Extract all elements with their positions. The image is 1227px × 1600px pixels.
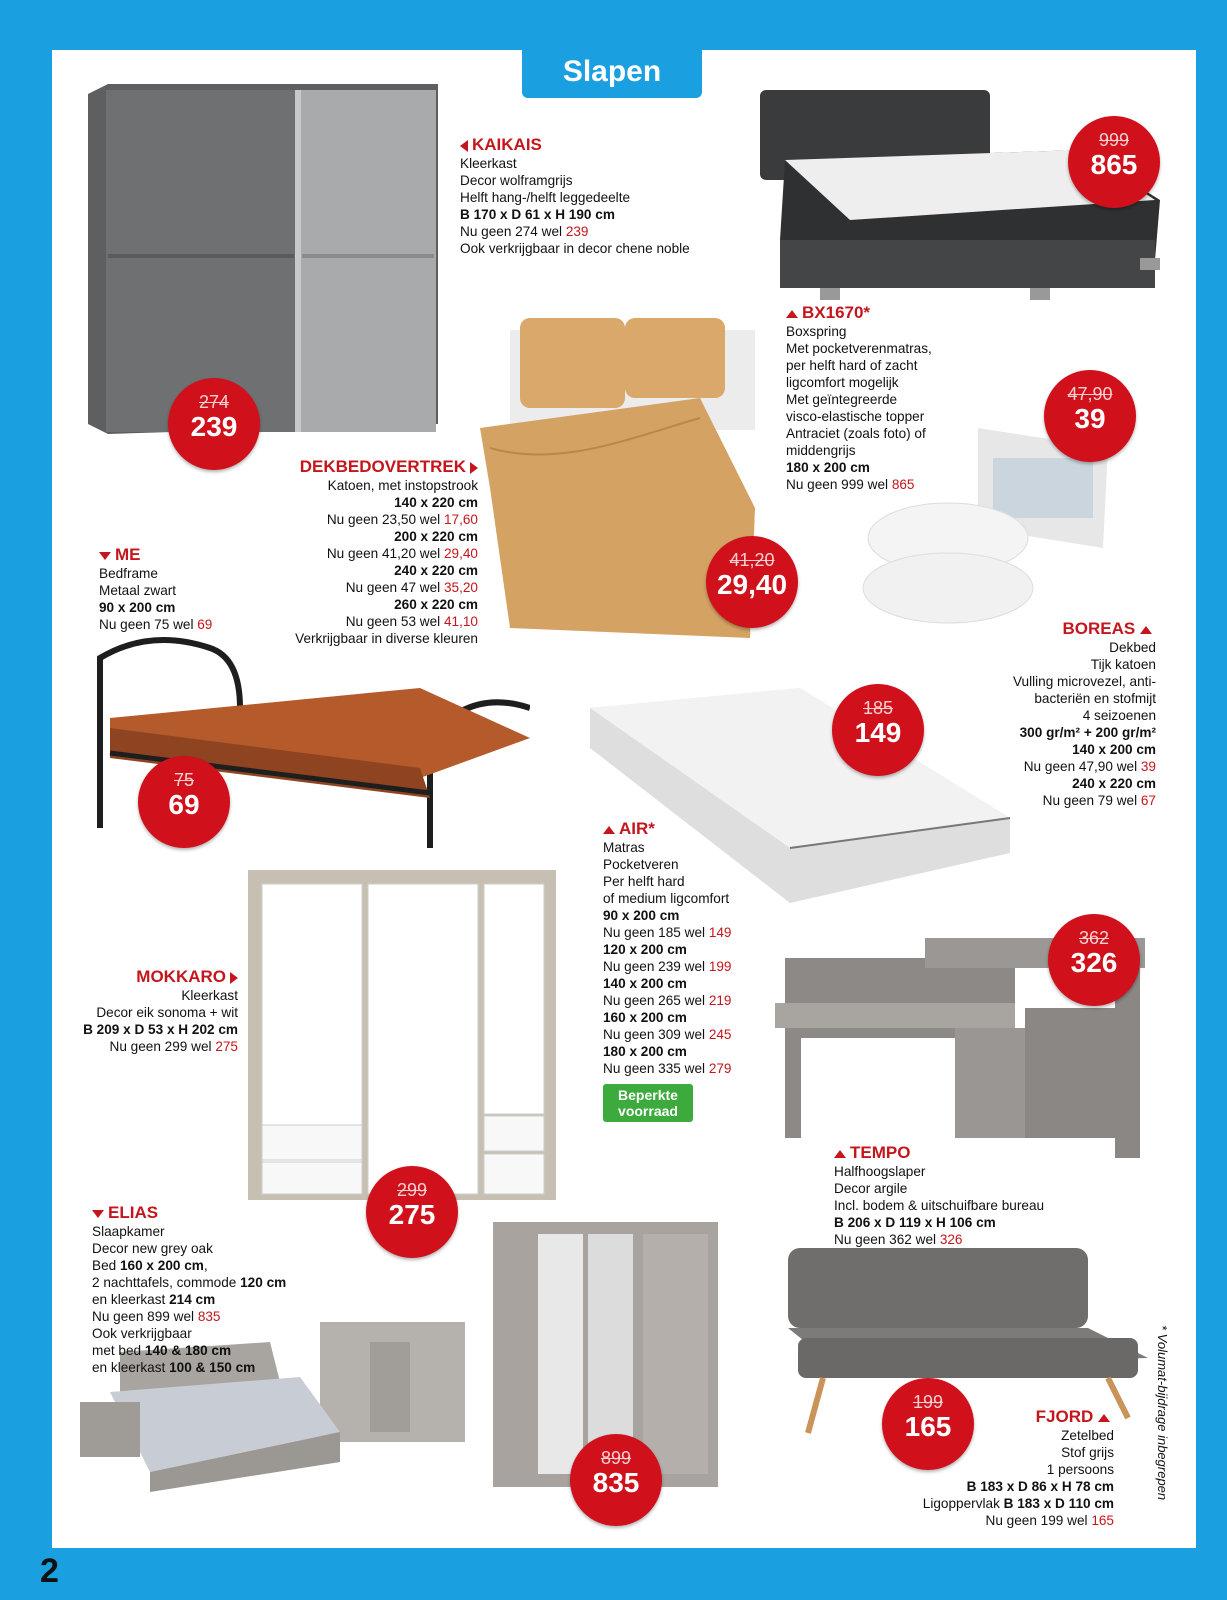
product-name: MOKKARO [60,966,238,987]
price-badge-kaikais: 274 239 [168,378,260,470]
size: 240 x 220 cm [394,563,478,578]
desc-line: Antraciet (zoals foto) of [786,426,926,441]
desc-line: 2 nachttafels, commode 120 cm [92,1275,287,1290]
desc-line: 4 seizoenen [1082,708,1156,723]
desc-line: Bed 160 x 200 cm, [92,1258,208,1273]
size: 240 x 220 cm [1072,776,1156,791]
price-line: Nu geen 999 wel 865 [786,477,915,492]
price-badge-mokkaro: 299 275 [366,1166,458,1258]
desc-line: Pocketveren [603,857,679,872]
product-name: BX1670* [786,302,1006,323]
desc-line: Ook verkrijgbaar [92,1326,192,1341]
desc-line: Met pocketverenmatras, [786,341,932,356]
arrow-up-icon [1098,1414,1110,1422]
price-line: Nu geen 41,20 wel 29,40 [326,546,478,561]
product-name: BOREAS [958,618,1156,639]
dimensions: 180 x 200 cm [786,460,870,475]
arrow-down-icon [92,1210,104,1218]
dimensions: 90 x 200 cm [99,600,176,615]
desc-line: Bedframe [99,566,158,581]
desc-line: Kleerkast [181,988,238,1003]
arrow-up-icon [603,826,615,834]
price-badge-me: 75 69 [138,756,230,848]
price-badge-tempo: 362 326 [1048,914,1140,1006]
dimensions: B 209 x D 53 x H 202 cm [83,1022,238,1037]
desc-line: Decor argile [834,1181,908,1196]
product-boreas [958,618,1156,809]
desc-line: Vulling microvezel, anti- [1012,674,1156,689]
page-title: Slapen [522,46,702,98]
product-name: AIR* [603,818,773,839]
product-air [603,818,773,1077]
wardrobe-kaikais-image [88,84,443,442]
price-line: Nu geen 274 wel 239 [460,224,589,239]
desc-line: Stof grijs [1061,1445,1114,1460]
size: 120 x 200 cm [603,942,687,957]
price-line: Nu geen 899 wel 835 [92,1309,221,1324]
size: 140 x 220 cm [394,495,478,510]
page-number: 2 [40,1552,59,1590]
desc-line: en kleerkast 100 & 150 cm [92,1360,256,1375]
arrow-right-icon [230,972,238,984]
price-badge-boreas: 47,90 39 [1044,370,1136,462]
product-kaikais [460,134,760,257]
product-name: FJORD [900,1406,1114,1427]
price-line: Nu geen 309 wel 245 [603,1027,732,1042]
price-badge-bx1670: 999 865 [1068,116,1160,208]
dimensions: B 183 x D 86 x H 78 cm [966,1479,1114,1494]
arrow-left-icon [460,140,468,152]
desc-line: Helft hang-/helft leggedeelte [460,190,631,205]
dimensions: B 170 x D 61 x H 190 cm [460,207,615,222]
product-name: DEKBEDOVERTREK [260,456,478,477]
desc-line: Zetelbed [1061,1428,1114,1443]
price-badge-air: 185 149 [832,684,924,776]
arrow-up-icon [834,1150,846,1158]
product-mokkaro [60,966,238,1055]
product-bx1670 [786,302,1006,493]
product-name: ELIAS [92,1202,322,1223]
desc-line: middengrijs [786,443,856,458]
product-name: ME [99,544,269,565]
price-line: Nu geen 75 wel 69 [99,617,213,632]
price-line: Nu geen 299 wel 275 [109,1039,238,1054]
desc-line: Ook verkrijgbaar in decor chene noble [460,241,690,256]
product-dekbedovertrek [260,456,478,647]
price-badge-elias: 899 835 [570,1434,662,1526]
desc-line: bacteriën en stofmijt [1034,691,1156,706]
product-name: TEMPO [834,1142,1104,1163]
desc-line: Dekbed [1109,640,1156,655]
price-line: Nu geen 53 wel 41,10 [345,614,478,629]
arrow-down-icon [99,552,111,560]
size: 200 x 220 cm [394,529,478,544]
desc-line: visco-elastische topper [786,409,925,424]
size: 90 x 200 cm [603,908,680,923]
size: 160 x 200 cm [603,1010,687,1025]
desc-line: Matras [603,840,645,855]
size: 180 x 200 cm [603,1044,687,1059]
limited-stock-badge: Beperkte voorraad [603,1084,693,1122]
price-line: Nu geen 47,90 wel 39 [1023,759,1156,774]
desc-line: Decor new grey oak [92,1241,213,1256]
desc-line: met bed 140 & 180 cm [92,1343,232,1358]
desc-line: Decor wolframgrijs [460,173,573,188]
price-badge-dekbedovertrek: 41,20 29,40 [706,536,798,628]
price-line: Nu geen 362 wel 326 [834,1232,963,1247]
product-tempo [834,1142,1104,1248]
desc-line: Ligoppervlak B 183 x D 110 cm [922,1496,1114,1511]
size: 140 x 200 cm [603,976,687,991]
desc-line: Verkrijgbaar in diverse kleuren [295,631,478,646]
price-line: Nu geen 335 wel 279 [603,1061,732,1076]
weight: 300 gr/m² + 200 gr/m² [1019,725,1156,740]
desc-line: Halfhoogslaper [834,1164,926,1179]
desc-line: Metaal zwart [99,583,177,598]
desc-line: en kleerkast 214 cm [92,1292,216,1307]
desc-line: Incl. bodem & uitschuifbare bureau [834,1198,1045,1213]
arrow-up-icon [786,310,798,318]
price-line: Nu geen 47 wel 35,20 [345,580,478,595]
price-badge-fjord: 199 165 [882,1378,974,1470]
dimensions: B 206 x D 119 x H 106 cm [834,1215,996,1230]
desc-line: ligcomfort mogelijk [786,375,899,390]
size: 140 x 200 cm [1072,742,1156,757]
price-line: Nu geen 79 wel 67 [1042,793,1156,808]
desc-line: Decor eik sonoma + wit [96,1005,238,1020]
wardrobe-mokkaro-image [248,870,556,1200]
product-me [99,544,269,633]
desc-line: Boxspring [786,324,847,339]
desc-line: 1 persoons [1046,1462,1114,1477]
arrow-up-icon [1140,626,1152,634]
price-line: Nu geen 199 wel 165 [985,1513,1114,1528]
desc-line: of medium ligcomfort [603,891,730,906]
price-line: Nu geen 239 wel 199 [603,959,732,974]
desc-line: Kleerkast [460,156,517,171]
desc-line: Met geïntegreerde [786,392,898,407]
desc-line: per helft hard of zacht [786,358,918,373]
footnote: * Volumat-bijdrage inbegrepen [1155,1325,1170,1501]
desc-line: Slaapkamer [92,1224,165,1239]
arrow-right-icon [470,462,478,474]
price-line: Nu geen 185 wel 149 [603,925,732,940]
desc-line: Tijk katoen [1090,657,1156,672]
desc-line: Katoen, met instopstrook [327,478,478,493]
product-elias [92,1202,322,1376]
size: 260 x 220 cm [394,597,478,612]
product-name: KAIKAIS [460,134,760,155]
price-line: Nu geen 265 wel 219 [603,993,732,1008]
desc-line: Per helft hard [603,874,685,889]
price-line: Nu geen 23,50 wel 17,60 [326,512,478,527]
